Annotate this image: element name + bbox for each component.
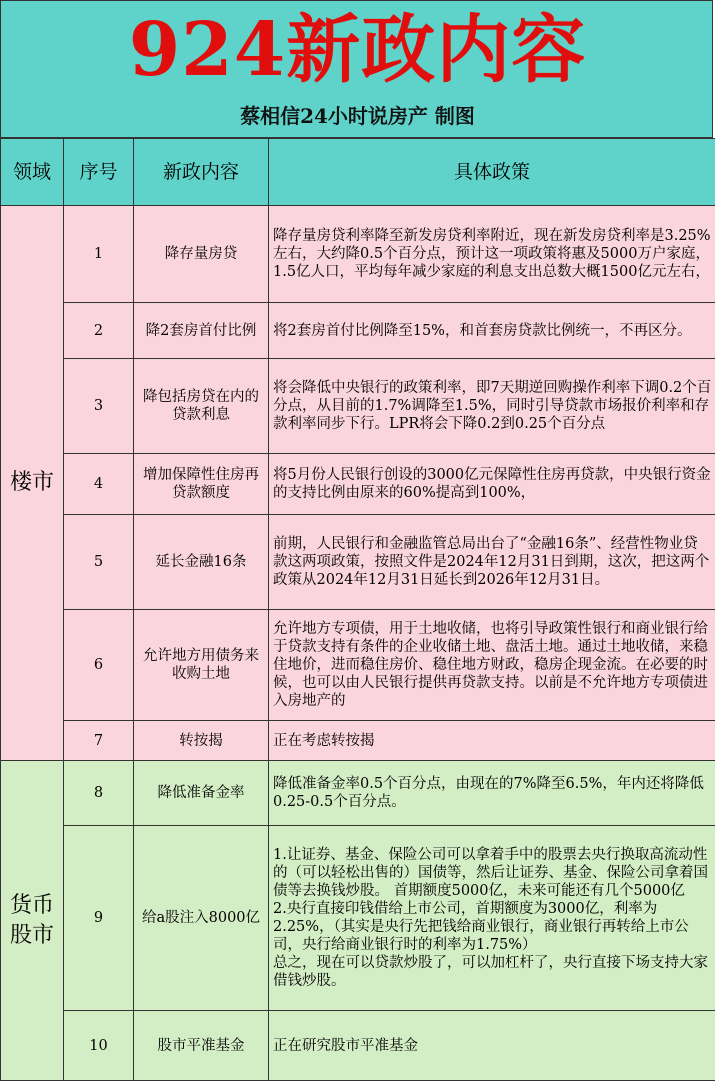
policy-detail: 将5月份人民银行创设的3000亿元保障性住房再贷款，中央银行资金的支持比例由原来的60%提高到100%， — [269, 454, 715, 515]
column-header-domain: 领域 — [1, 139, 64, 206]
policy-detail: 正在考虑转按揭 — [269, 721, 715, 761]
row-number: 4 — [64, 454, 134, 515]
policy-name: 降存量房贷 — [134, 206, 269, 303]
table-row — [1, 515, 715, 610]
policy-detail: 降低准备金率0.5个百分点，由现在的7%降至6.5%，年内还将降低0.25-0.5个百分点。 — [269, 761, 715, 826]
table-row — [1, 303, 715, 359]
table-row — [1, 1011, 715, 1081]
table-row — [1, 761, 715, 826]
column-header-number: 序号 — [64, 139, 134, 206]
table-row — [1, 610, 715, 721]
domain-label: 货币股市 — [9, 892, 54, 948]
page-subtitle: 蔡相信24小时说房产 制图 — [240, 104, 475, 128]
policy-detail: 将2套房首付比例降至15%，和首套房贷款比例统一，不再区分。 — [269, 303, 715, 359]
row-number: 10 — [64, 1011, 134, 1081]
policy-detail: 正在研究股市平准基金 — [269, 1011, 715, 1081]
policy-table — [0, 138, 715, 1081]
row-number: 6 — [64, 610, 134, 721]
row-number: 3 — [64, 359, 134, 454]
table-row — [1, 826, 715, 1011]
row-number: 5 — [64, 515, 134, 610]
policy-name: 降包括房贷在内的贷款利息 — [134, 359, 269, 454]
table-row — [1, 359, 715, 454]
table-row — [1, 206, 715, 303]
policy-detail: 前期，人民银行和金融监管总局出台了“金融16条”、经营性物业贷款这两项政策，按照文件是2024年12月31日到期，这次，把这两个政策从2024年12月31日延长到2026年12月31日。 — [269, 515, 715, 610]
policy-detail: 将会降低中央银行的政策利率，即7天期逆回购操作利率下调0.2个百分点，从目前的1.7%调降至1.5%，同时引导贷款市场报价利率和存款利率同步下行。LPR将会下降0.2到0.25个百分点 — [269, 359, 715, 454]
policy-name: 降低准备金率 — [134, 761, 269, 826]
policy-detail: 1.让证券、基金、保险公司可以拿着手中的股票去央行换取高流动性的（可以轻松出售的）国债等，然后让证券、基金、保险公司拿着国债等去换钱炒股。 首期额度5000亿，未来可能还有几个5000亿 2.央行直接印钱借给上市公司，首期额度为3000亿，利率为2.25%，（其实是央行先把钱给商业银行，商业银行再转给上市公司，央行给商业银行时的利率为1.75%） 总之，现在可以贷款炒股了，可以加杠杆了，央行直接下场支持大家借钱炒股。 — [269, 826, 715, 1011]
page-title: 924新政内容 — [128, 7, 587, 93]
table-row — [1, 721, 715, 761]
row-number: 7 — [64, 721, 134, 761]
domain-cell-monetary — [1, 761, 64, 1081]
row-number: 1 — [64, 206, 134, 303]
domain-cell-property: 楼市 — [1, 206, 64, 761]
policy-detail: 允许地方专项债，用于土地收储，也将引导政策性银行和商业银行给于贷款支持有条件的企业收储土地、盘活土地。通过土地收储，来稳住地价，进而稳住房价、稳住地方财政，稳房企现金流。在必要的时候，也可以由人民银行提供再贷款支持。以前是不允许地方专项债进入房地产的 — [269, 610, 715, 721]
policy-detail: 降存量房贷利率降至新发房贷利率附近，现在新发房贷利率是3.25%左右，大约降0.5个百分点，预计这一项政策将惠及5000万户家庭，1.5亿人口，平均每年减少家庭的利息支出总数大概1500亿元左右， — [269, 206, 715, 303]
row-number: 2 — [64, 303, 134, 359]
policy-name: 给a股注入8000亿 — [134, 826, 269, 1011]
row-number: 9 — [64, 826, 134, 1011]
row-number: 8 — [64, 761, 134, 826]
table-row — [1, 454, 715, 515]
policy-name: 股市平准基金 — [134, 1011, 269, 1081]
header-banner — [0, 0, 713, 138]
table-header-row — [1, 139, 715, 206]
column-header-detail: 具体政策 — [269, 139, 715, 206]
policy-name: 转按揭 — [134, 721, 269, 761]
policy-name: 降2套房首付比例 — [134, 303, 269, 359]
policy-name: 增加保障性住房再贷款额度 — [134, 454, 269, 515]
policy-name: 延长金融16条 — [134, 515, 269, 610]
policy-name: 允许地方用债务来收购土地 — [134, 610, 269, 721]
column-header-policy: 新政内容 — [134, 139, 269, 206]
